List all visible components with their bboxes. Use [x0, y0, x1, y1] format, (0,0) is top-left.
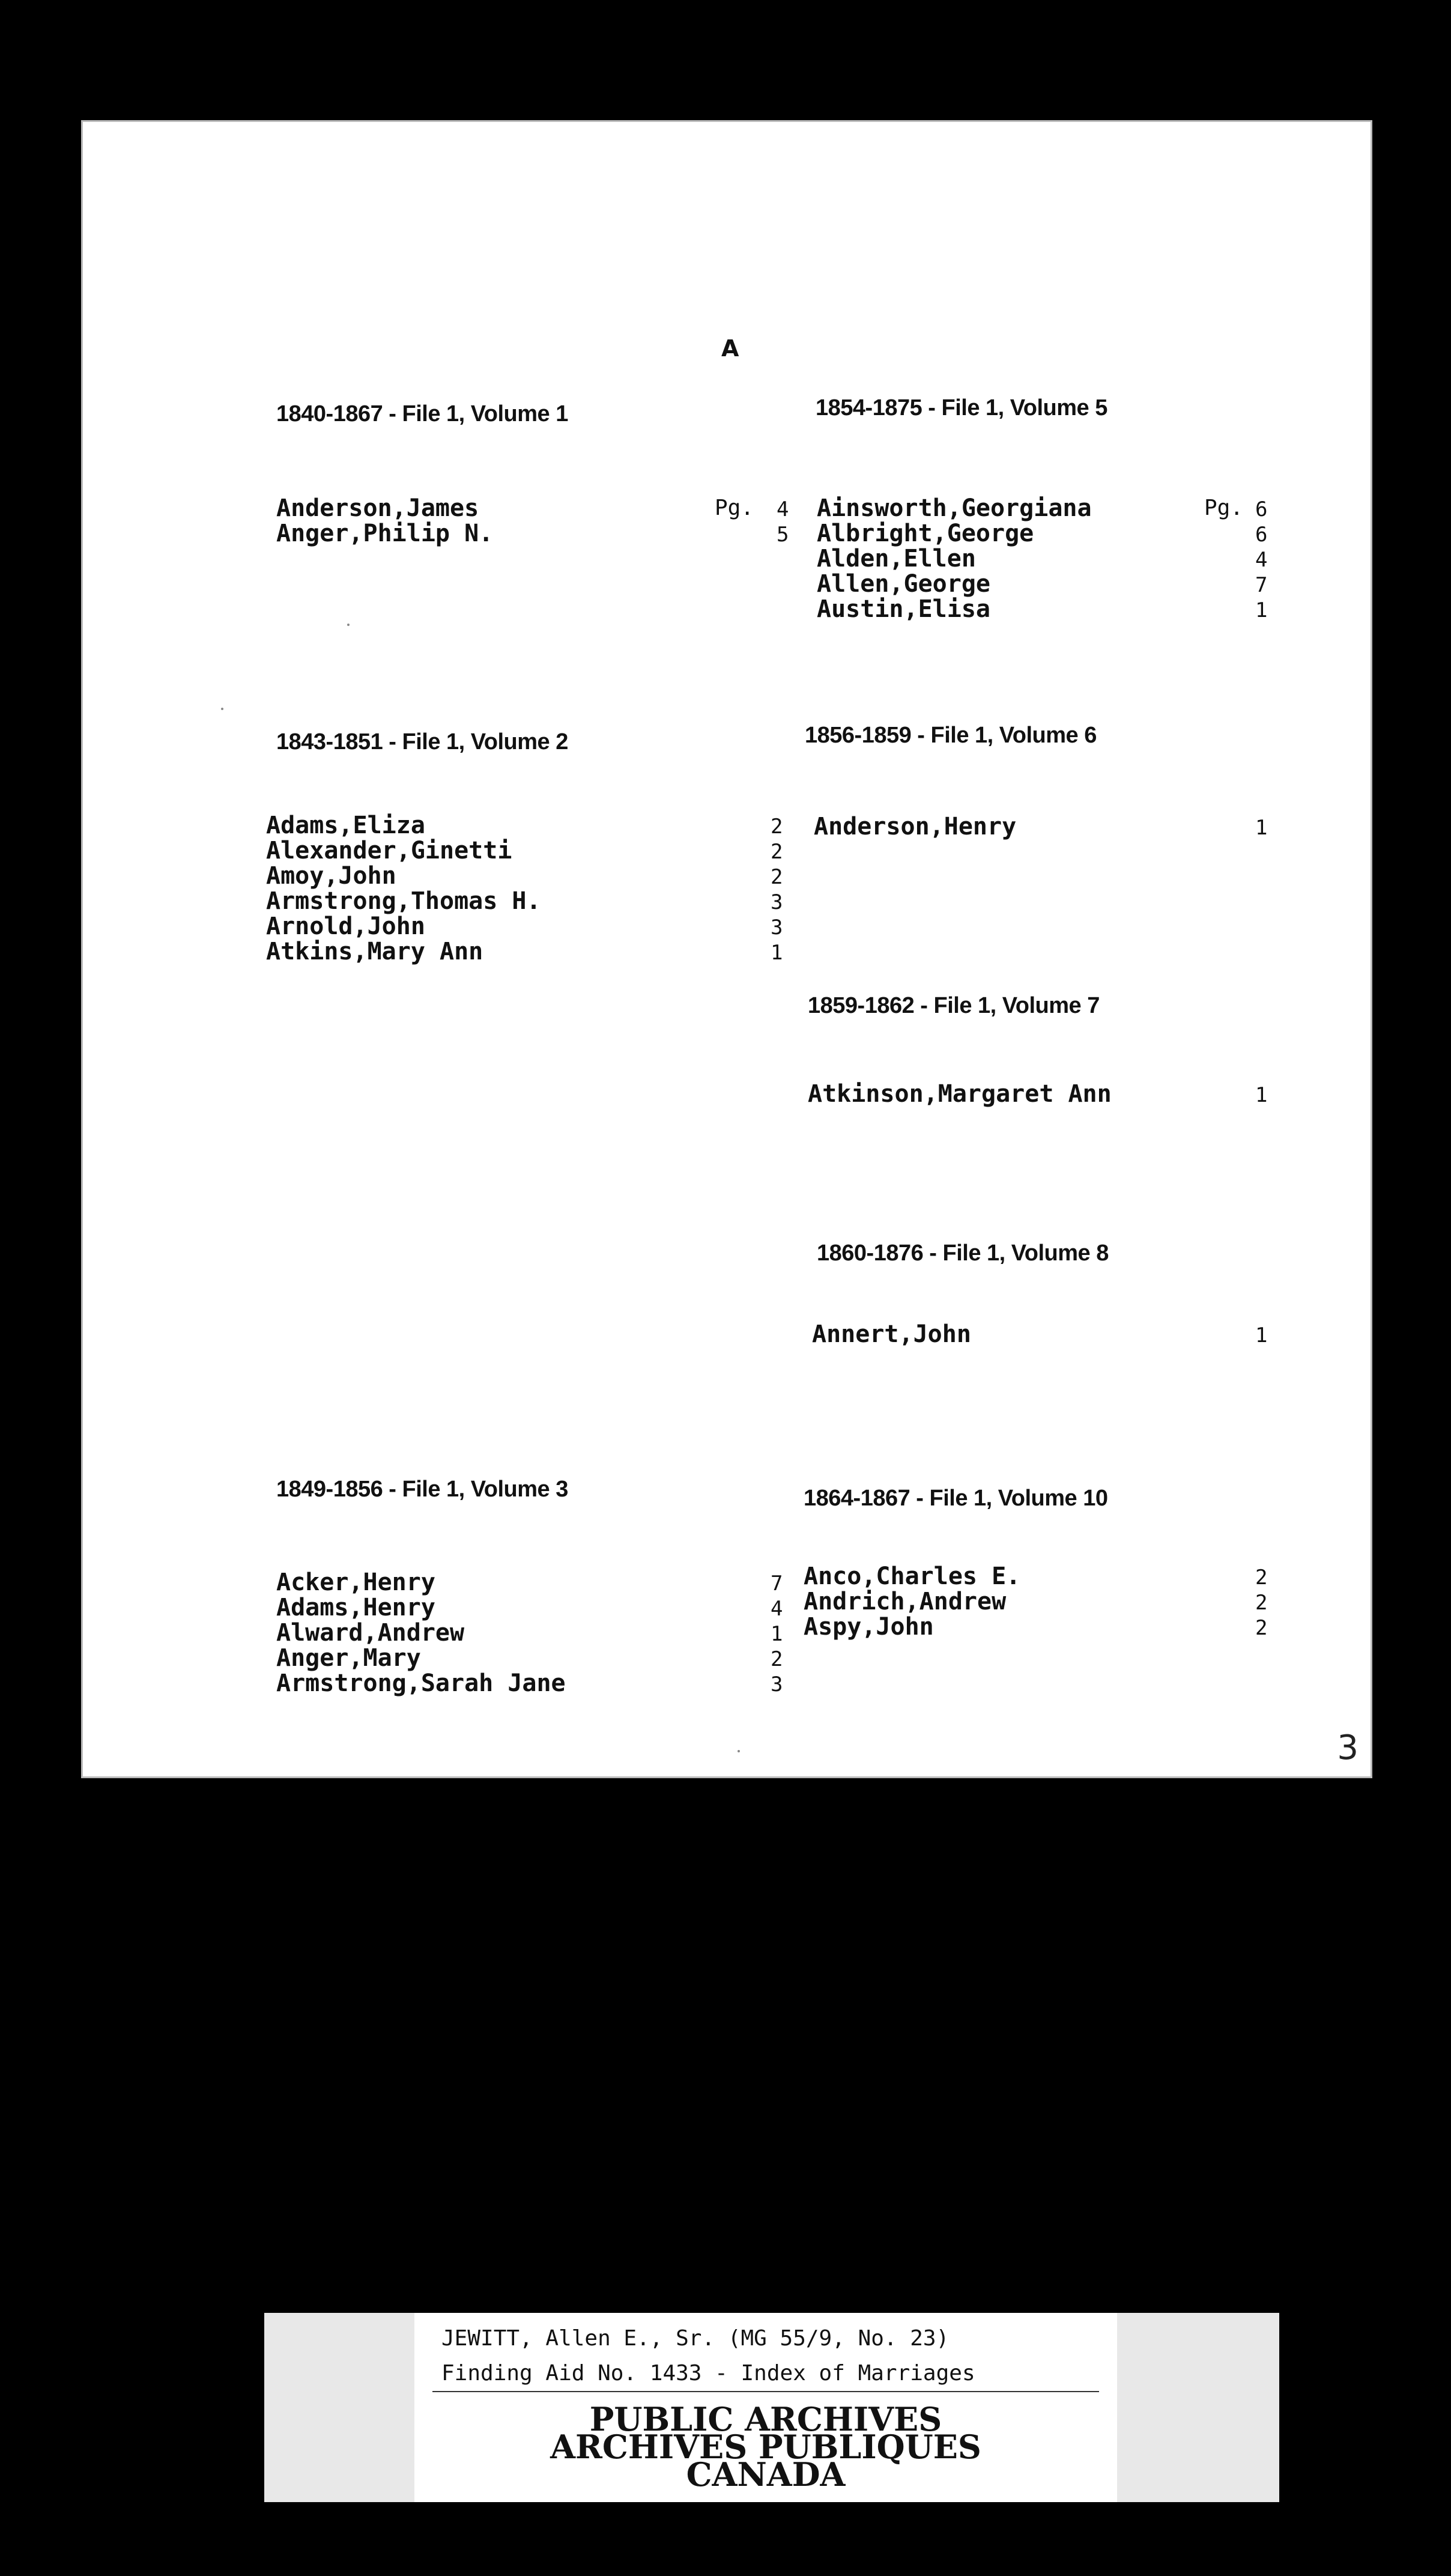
document-page — [81, 120, 1372, 1778]
index-letter: A — [721, 335, 739, 362]
entry-page: 4 — [777, 497, 789, 521]
entry-page: 1 — [771, 1622, 783, 1646]
list-item — [266, 863, 795, 889]
page-label: Pg. — [715, 496, 754, 520]
label-inner — [414, 2313, 1117, 2502]
scan-speck — [738, 1750, 740, 1752]
entry-name: Armstrong,Sarah Jane — [276, 1669, 566, 1697]
entry-name: Alward,Andrew — [276, 1619, 465, 1647]
entry-list-vol6 — [814, 814, 1294, 839]
entry-name: Adams,Eliza — [266, 812, 425, 839]
list-item — [276, 1595, 793, 1620]
entry-page: 3 — [771, 890, 783, 914]
entry-name: Alexander,Ginetti — [266, 837, 512, 864]
entry-page: 7 — [1255, 573, 1268, 597]
entry-page: 2 — [771, 1647, 783, 1671]
entry-name: Anger,Mary — [276, 1644, 421, 1672]
entry-name: Alden,Ellen — [817, 545, 976, 573]
entry-name: Anderson,Henry — [814, 813, 1017, 840]
list-item — [266, 889, 795, 914]
entry-page: 2 — [771, 815, 783, 839]
list-item — [276, 496, 793, 521]
section-heading-vol10: 1864-1867 - File 1, Volume 10 — [804, 1486, 1108, 1511]
entry-list-vol8 — [812, 1322, 1292, 1347]
label-collection-line: JEWITT, Allen E., Sr. (MG 55/9, No. 23) — [441, 2326, 950, 2351]
entry-name: Anderson,James — [276, 494, 479, 522]
entry-page: 3 — [771, 916, 783, 940]
list-item — [817, 546, 1297, 571]
entry-page: 2 — [1255, 1566, 1268, 1590]
page-label: Pg. — [1204, 496, 1244, 520]
entry-page: 1 — [1255, 816, 1268, 840]
entry-list-vol7 — [808, 1081, 1294, 1107]
entry-name: Aspy,John — [804, 1613, 934, 1641]
entry-list-vol1 — [276, 496, 793, 546]
archive-label-card — [264, 2313, 1279, 2502]
entry-name: Atkinson,Margaret Ann — [808, 1080, 1112, 1108]
stamp-line-3: CANADA — [686, 2455, 846, 2494]
list-item — [817, 597, 1297, 622]
entry-list-vol10 — [804, 1564, 1296, 1639]
list-item — [804, 1614, 1296, 1639]
entry-name: Armstrong,Thomas H. — [266, 887, 541, 915]
entry-name: Albright,George — [817, 520, 1034, 547]
list-item — [266, 939, 795, 964]
list-item — [814, 814, 1294, 839]
entry-page: 1 — [1255, 598, 1268, 622]
list-item — [276, 1671, 793, 1696]
section-heading-vol7: 1859-1862 - File 1, Volume 7 — [808, 993, 1100, 1018]
entry-name: Adams,Henry — [276, 1594, 435, 1621]
label-finding-aid-line: Finding Aid No. 1433 - Index of Marriages — [441, 2361, 975, 2386]
entry-page: 1 — [1255, 1083, 1268, 1107]
scan-speck — [347, 624, 350, 626]
list-item — [817, 571, 1297, 597]
section-heading-vol8: 1860-1876 - File 1, Volume 8 — [817, 1241, 1109, 1266]
list-item — [276, 1570, 793, 1595]
list-item — [266, 813, 795, 838]
entry-list-vol3 — [276, 1570, 793, 1696]
stamp-line-2: ARCHIVES PUBLIQUES — [550, 2428, 981, 2466]
entry-name: Arnold,John — [266, 913, 425, 940]
stamp-line-1: PUBLIC ARCHIVES — [589, 2400, 942, 2438]
entry-page: 5 — [777, 523, 789, 547]
list-item — [266, 838, 795, 863]
scan-speck — [221, 708, 223, 710]
list-item — [804, 1564, 1296, 1589]
section-heading-vol1: 1840-1867 - File 1, Volume 1 — [276, 401, 568, 427]
entry-name: Atkins,Mary Ann — [266, 938, 483, 965]
section-heading-vol5: 1854-1875 - File 1, Volume 5 — [816, 395, 1107, 421]
entry-page: 4 — [1255, 548, 1268, 572]
label-divider — [432, 2391, 1099, 2392]
entry-name: Anco,Charles E. — [804, 1563, 1021, 1590]
list-item — [808, 1081, 1294, 1107]
list-item — [817, 496, 1297, 521]
entry-name: Acker,Henry — [276, 1569, 435, 1596]
entry-page: 2 — [771, 840, 783, 864]
section-heading-vol2: 1843-1851 - File 1, Volume 2 — [276, 729, 568, 755]
section-heading-vol6: 1856-1859 - File 1, Volume 6 — [805, 723, 1097, 748]
list-item — [276, 1645, 793, 1671]
entry-page: 2 — [771, 865, 783, 889]
entry-page: 1 — [1255, 1323, 1268, 1347]
entry-page: 7 — [771, 1572, 783, 1596]
entry-page: 1 — [771, 941, 783, 965]
page-number: 3 — [1337, 1728, 1359, 1767]
entry-page: 2 — [1255, 1591, 1268, 1615]
entry-page: 6 — [1255, 497, 1268, 521]
list-item — [276, 521, 793, 546]
section-heading-vol3: 1849-1856 - File 1, Volume 3 — [276, 1477, 568, 1502]
entry-name: Austin,Elisa — [817, 595, 990, 623]
entry-page: 4 — [771, 1597, 783, 1621]
entry-list-vol5 — [817, 496, 1297, 622]
entry-page: 3 — [771, 1672, 783, 1697]
entry-page: 6 — [1255, 523, 1268, 547]
entry-page: 2 — [1255, 1616, 1268, 1640]
entry-name: Andrich,Andrew — [804, 1588, 1007, 1615]
list-item — [812, 1322, 1292, 1347]
entry-name: Anger,Philip N. — [276, 520, 494, 547]
entry-name: Amoy,John — [266, 862, 396, 890]
list-item — [817, 521, 1297, 546]
entry-name: Allen,George — [817, 570, 990, 598]
list-item — [266, 914, 795, 939]
list-item — [276, 1620, 793, 1645]
entry-name: Ainsworth,Georgiana — [817, 494, 1092, 522]
entry-list-vol2 — [266, 813, 795, 964]
list-item — [804, 1589, 1296, 1614]
entry-name: Annert,John — [812, 1320, 971, 1348]
